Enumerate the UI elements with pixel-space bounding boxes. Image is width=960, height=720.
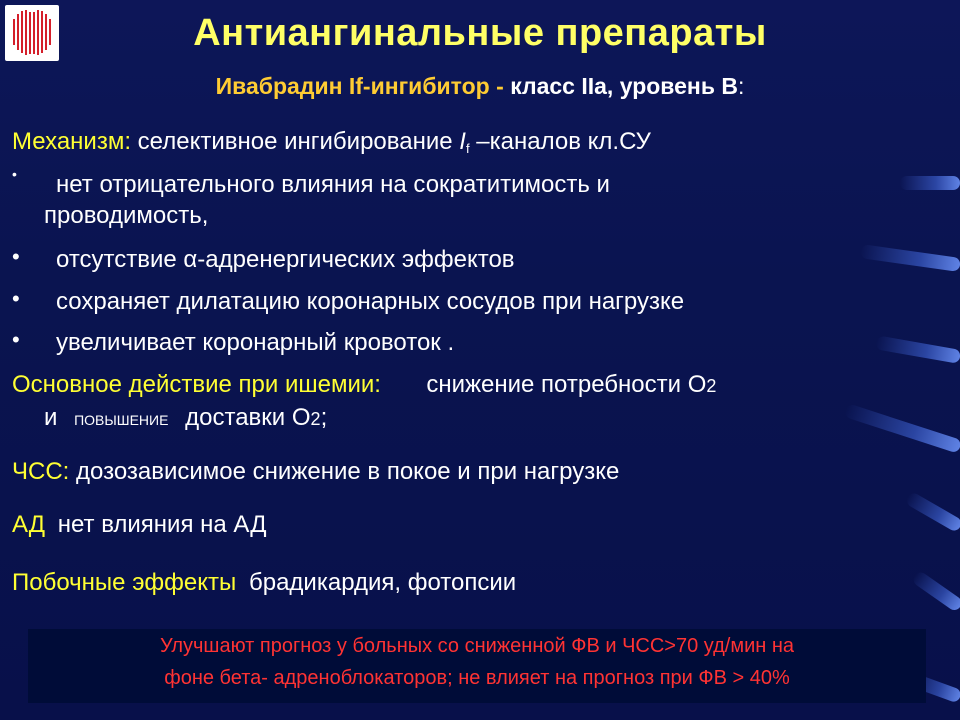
heart-rate-line — [12, 458, 619, 486]
main-action-end: ; — [320, 404, 328, 431]
bullet-item-3: сохраняет дилатацию коронарных сосудов при нагрузке — [56, 288, 685, 315]
slide-title: Антиангинальные препараты — [193, 12, 767, 54]
note-line-2: фоне бета- адреноблокаторов; не влияет на прогноз при ФВ > 40% — [164, 667, 790, 689]
mechanism-i-sub: f — [465, 141, 470, 156]
bullet-dot: • — [12, 327, 20, 352]
decor-streak — [875, 335, 960, 364]
bullet-item-1: нет отрицательного влияния на сократитимость и — [56, 171, 610, 198]
decor-streak — [844, 403, 960, 453]
mechanism-text: селективное ингибирование — [137, 128, 453, 155]
decor-streak — [911, 570, 960, 613]
main-action-sub2: 2 — [310, 409, 321, 429]
mechanism-line — [12, 128, 651, 156]
main-action-and: и — [44, 404, 58, 431]
decor-streak — [900, 176, 960, 190]
mechanism-i-letter: I — [459, 128, 466, 155]
subtitle-dash: - — [496, 73, 504, 99]
heart-rate-label: ЧСС: — [12, 458, 70, 485]
bullet-item-1-cont: проводимость, — [44, 202, 209, 229]
main-action-sub1: 2 — [706, 376, 717, 396]
bullet-item-2: отсутствие α-адренергических эффектов — [56, 246, 515, 273]
subtitle-drug: Ивабрадин If-ингибитор — [215, 73, 490, 99]
subtitle-class: класс IIa, уровень В — [510, 73, 738, 99]
main-action-text2: доставки О — [185, 404, 311, 431]
side-effects-line — [12, 569, 516, 597]
bullet-dot: • — [12, 166, 17, 182]
main-action-text: снижение потребности О — [426, 371, 707, 398]
slide-subtitle — [0, 73, 960, 100]
bp-text: нет влияния на АД — [57, 511, 267, 538]
main-action-line-1 — [12, 371, 716, 399]
decor-streak — [860, 244, 960, 272]
side-effects-label: Побочные эффекты — [12, 569, 237, 596]
main-action-label: Основное действие при ишемии: — [12, 371, 381, 398]
note-line-1: Улучшают прогноз у больных со сниженной ФВ и ЧСС>70 уд/мин на — [159, 635, 795, 657]
mechanism-text-after: –каналов кл.СУ — [476, 128, 651, 155]
main-action-small: ПОВЫШЕНИЕ — [74, 412, 169, 428]
bullet-dot: • — [12, 244, 20, 269]
bullet-item-4: увеличивает коронарный кровоток . — [56, 329, 455, 356]
side-effects-text: брадикардия, фотопсии — [248, 569, 517, 596]
decor-streak — [905, 491, 960, 533]
prognosis-note — [28, 629, 926, 703]
main-action-line-2 — [44, 404, 327, 432]
bp-line — [12, 511, 266, 539]
bp-label: АД — [12, 511, 46, 538]
mechanism-label: Механизм: — [12, 128, 131, 155]
bullet-dot: • — [12, 286, 20, 311]
subtitle-colon: : — [737, 73, 745, 99]
heart-rate-text: дозозависимое снижение в покое и при нагрузке — [76, 458, 620, 485]
